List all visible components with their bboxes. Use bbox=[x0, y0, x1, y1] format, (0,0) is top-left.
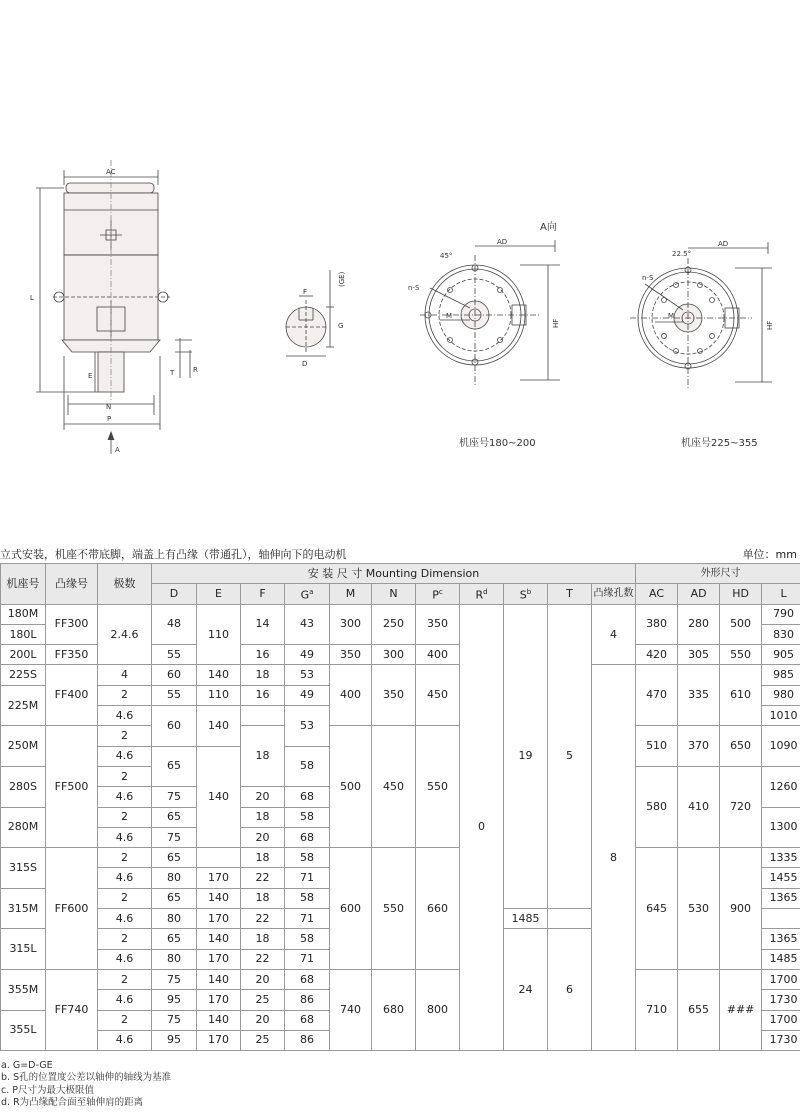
dim-l: L bbox=[30, 294, 34, 302]
cell: 53 bbox=[285, 665, 330, 685]
cell: 110 bbox=[197, 685, 241, 705]
cell: 2 bbox=[98, 766, 152, 786]
cell: 22 bbox=[241, 909, 285, 929]
cell: 550 bbox=[720, 645, 762, 665]
cell: 24 bbox=[504, 929, 548, 1051]
cell: 4.6 bbox=[98, 909, 152, 929]
cell: 280M bbox=[1, 807, 46, 848]
cell: 140 bbox=[197, 746, 241, 847]
cell: 355M bbox=[1, 969, 46, 1010]
cell: 740 bbox=[330, 969, 372, 1050]
cell: 18 bbox=[241, 929, 285, 949]
cell: 4.6 bbox=[98, 949, 152, 969]
cell: 68 bbox=[285, 1010, 330, 1030]
cell: 2 bbox=[98, 929, 152, 949]
dim-d: D bbox=[302, 360, 308, 368]
cell: 80 bbox=[152, 909, 197, 929]
cell: 500 bbox=[720, 604, 762, 645]
cell: 140 bbox=[197, 1010, 241, 1030]
cell: 110 bbox=[197, 604, 241, 665]
cell: 1700 bbox=[762, 1010, 800, 1030]
cell: 5 bbox=[548, 604, 592, 908]
cell: 8 bbox=[592, 665, 636, 1051]
cell: 2.4.6 bbox=[98, 604, 152, 665]
cell: 53 bbox=[285, 706, 330, 747]
table-row bbox=[1, 848, 800, 868]
cell bbox=[197, 848, 241, 868]
cell: 18 bbox=[241, 848, 285, 868]
col-poles: 极数 bbox=[98, 564, 152, 605]
cell: 65 bbox=[152, 848, 197, 868]
cell: 1365 bbox=[762, 888, 800, 908]
dim-e: E bbox=[88, 372, 93, 380]
col-ac: AC bbox=[636, 584, 678, 604]
header-row-1 bbox=[1, 564, 800, 584]
footnote-b: b. S孔的位置度公差以轴伸的轴线为基准 bbox=[1, 1072, 172, 1084]
cell: 800 bbox=[416, 969, 460, 1050]
cell: 43 bbox=[285, 604, 330, 645]
cell: 180M bbox=[1, 604, 46, 624]
cell: 20 bbox=[241, 827, 285, 847]
cell: 55 bbox=[152, 645, 197, 665]
dim-hf-small: HF bbox=[552, 318, 560, 328]
cell: 16 bbox=[241, 645, 285, 665]
cell: 14 bbox=[241, 604, 285, 645]
cell: 2 bbox=[98, 848, 152, 868]
cell: 225M bbox=[1, 685, 46, 726]
cell: 280 bbox=[678, 604, 720, 645]
cell: 170 bbox=[197, 909, 241, 929]
col-d: D bbox=[152, 584, 197, 604]
dim-m-small: M bbox=[446, 312, 453, 320]
table-row bbox=[1, 604, 800, 624]
cell: 1260 bbox=[762, 766, 800, 807]
cell: 350 bbox=[372, 665, 416, 726]
col-holes: 凸缘孔数 bbox=[592, 584, 636, 604]
cell: 830 bbox=[762, 624, 800, 644]
technical-drawings bbox=[0, 150, 800, 460]
cell: 140 bbox=[197, 665, 241, 685]
cell: FF600 bbox=[46, 848, 98, 970]
cell: 790 bbox=[762, 604, 800, 624]
footnote-c: c. P尺寸为最大极限值 bbox=[1, 1084, 94, 1096]
dim-m-large: M bbox=[668, 312, 675, 320]
view-arrow-a: A bbox=[115, 446, 120, 454]
table-row bbox=[1, 665, 800, 685]
cell: 75 bbox=[152, 969, 197, 989]
col-l: L bbox=[762, 584, 800, 604]
cell: 530 bbox=[678, 848, 720, 970]
cell: 4.6 bbox=[98, 868, 152, 888]
cell: 2 bbox=[98, 807, 152, 827]
cell bbox=[241, 706, 285, 726]
cell: 6 bbox=[548, 929, 592, 1051]
cell: 660 bbox=[416, 848, 460, 970]
cell: FF740 bbox=[46, 969, 98, 1050]
table-title: 立式安装，机座不带底脚，端盖上有凸缘（带通孔），轴伸向下的电动机 bbox=[0, 548, 347, 561]
shaft-section-drawing bbox=[286, 270, 334, 356]
cell: 450 bbox=[416, 665, 460, 726]
cell: 58 bbox=[285, 929, 330, 949]
holes-ns-small: n-S bbox=[408, 284, 420, 292]
cell: 80 bbox=[152, 949, 197, 969]
cell: 680 bbox=[372, 969, 416, 1050]
cell: 20 bbox=[241, 969, 285, 989]
angle-45: 45° bbox=[440, 252, 453, 260]
col-m: M bbox=[330, 584, 372, 604]
cell: 655 bbox=[678, 969, 720, 1050]
cell: 1010 bbox=[762, 706, 800, 726]
cell: 1090 bbox=[762, 726, 800, 767]
cell: 71 bbox=[285, 949, 330, 969]
col-group-mounting: 安 装 尺 寸 Mounting Dimension bbox=[152, 564, 636, 584]
col-flange: 凸缘号 bbox=[46, 564, 98, 605]
cell: 1730 bbox=[762, 1030, 800, 1050]
cell: 65 bbox=[152, 929, 197, 949]
cell: 355L bbox=[1, 1010, 46, 1051]
dim-p: P bbox=[107, 415, 112, 423]
cell: 1485 bbox=[762, 949, 800, 969]
cell: FF400 bbox=[46, 665, 98, 726]
cell: 2 bbox=[98, 888, 152, 908]
cell: 49 bbox=[285, 645, 330, 665]
cell: 450 bbox=[372, 726, 416, 848]
cell: 65 bbox=[152, 888, 197, 908]
cell: 140 bbox=[197, 888, 241, 908]
table-title-row bbox=[0, 546, 800, 562]
cell: 250M bbox=[1, 726, 46, 767]
cell: 48 bbox=[152, 604, 197, 645]
flange-view-large-drawing bbox=[630, 242, 772, 388]
cell: 170 bbox=[197, 868, 241, 888]
dim-t: T bbox=[170, 369, 175, 377]
cell: FF300 bbox=[46, 604, 98, 645]
cell: 25 bbox=[241, 1030, 285, 1050]
dim-ac: AC bbox=[106, 168, 116, 176]
cell: 315S bbox=[1, 848, 46, 889]
cell: 18 bbox=[241, 665, 285, 685]
cell: 20 bbox=[241, 787, 285, 807]
cell: 4.6 bbox=[98, 787, 152, 807]
cell: 4 bbox=[592, 604, 636, 665]
cell: 18 bbox=[241, 807, 285, 827]
cell: 510 bbox=[636, 726, 678, 767]
cell: 55 bbox=[152, 685, 197, 705]
cell: 71 bbox=[285, 909, 330, 929]
col-s: $S^b$ bbox=[504, 584, 548, 604]
cell: 68 bbox=[285, 969, 330, 989]
view-a-title: A向 bbox=[540, 222, 557, 233]
cell: 95 bbox=[152, 990, 197, 1010]
cell: 600 bbox=[330, 848, 372, 970]
cell: 18 bbox=[241, 726, 285, 787]
angle-22-5: 22.5° bbox=[672, 250, 692, 258]
table-row bbox=[1, 726, 800, 746]
cell: 22 bbox=[241, 949, 285, 969]
col-r: $R^d$ bbox=[460, 584, 504, 604]
cell: 720 bbox=[720, 766, 762, 847]
cell: 350 bbox=[416, 604, 460, 645]
cell: 75 bbox=[152, 787, 197, 807]
cell: 710 bbox=[636, 969, 678, 1050]
cell: 16 bbox=[241, 685, 285, 705]
cell: 1335 bbox=[762, 848, 800, 868]
cell: 470 bbox=[636, 665, 678, 726]
cell: 550 bbox=[416, 726, 460, 848]
cell: 1455 bbox=[762, 868, 800, 888]
cell: 400 bbox=[416, 645, 460, 665]
cell: 410 bbox=[678, 766, 720, 847]
cell: 4.6 bbox=[98, 706, 152, 726]
unit-label: 单位：mm bbox=[742, 548, 797, 561]
cell: 380 bbox=[636, 604, 678, 645]
cell: 315L bbox=[1, 929, 46, 970]
cell: 68 bbox=[285, 787, 330, 807]
cell: 400 bbox=[330, 665, 372, 726]
cell: 18 bbox=[241, 888, 285, 908]
cell: 580 bbox=[636, 766, 678, 847]
cell: 140 bbox=[197, 969, 241, 989]
cell: 1730 bbox=[762, 990, 800, 1010]
cell: 22 bbox=[241, 868, 285, 888]
cell: 4.6 bbox=[98, 990, 152, 1010]
cell: 650 bbox=[720, 726, 762, 767]
cell: 500 bbox=[330, 726, 372, 848]
cell: 250 bbox=[372, 604, 416, 645]
cell: 4.6 bbox=[98, 827, 152, 847]
cell: 68 bbox=[285, 827, 330, 847]
col-n: N bbox=[372, 584, 416, 604]
dim-ge: (GE) bbox=[338, 271, 346, 287]
cell: 170 bbox=[197, 990, 241, 1010]
cell: 58 bbox=[285, 807, 330, 827]
cell: 180L bbox=[1, 624, 46, 644]
table-row bbox=[1, 969, 800, 989]
col-frame: 机座号 bbox=[1, 564, 46, 605]
cell: 65 bbox=[152, 746, 197, 787]
col-group-outline: 外形尺寸 bbox=[636, 564, 800, 584]
cell: 200L bbox=[1, 645, 46, 665]
cell: 645 bbox=[636, 848, 678, 970]
cell: 1300 bbox=[762, 807, 800, 848]
cell: 58 bbox=[285, 888, 330, 908]
cell: 2 bbox=[98, 969, 152, 989]
caption-frame-180-200: 机座号180~200 bbox=[459, 438, 536, 449]
cell: 75 bbox=[152, 827, 197, 847]
cell: 170 bbox=[197, 1030, 241, 1050]
dim-g: G bbox=[338, 322, 344, 330]
col-g: $G^a$ bbox=[285, 584, 330, 604]
cell: 550 bbox=[372, 848, 416, 970]
cell: 25 bbox=[241, 990, 285, 1010]
footnote-a: a. G=D-GE bbox=[1, 1060, 53, 1071]
cell: 170 bbox=[197, 949, 241, 969]
cell: 95 bbox=[152, 1030, 197, 1050]
cell: 86 bbox=[285, 990, 330, 1010]
cell: 58 bbox=[285, 746, 330, 787]
cell: 20 bbox=[241, 1010, 285, 1030]
cell: 985 bbox=[762, 665, 800, 685]
cell: 65 bbox=[152, 807, 197, 827]
cell: 280S bbox=[1, 766, 46, 807]
dim-r: R bbox=[193, 366, 198, 374]
cell: 905 bbox=[762, 645, 800, 665]
cell: 0 bbox=[460, 604, 504, 1051]
cell: 300 bbox=[372, 645, 416, 665]
footnote-d: d. R为凸缘配合面至轴伸肩的距离 bbox=[1, 1097, 144, 1109]
cell: 2 bbox=[98, 1010, 152, 1030]
cell: 80 bbox=[152, 868, 197, 888]
dim-ad-small: AD bbox=[497, 238, 508, 246]
cell: 19 bbox=[504, 604, 548, 908]
cell: 1700 bbox=[762, 969, 800, 989]
cell: 4.6 bbox=[98, 1030, 152, 1050]
dim-n: N bbox=[106, 403, 112, 411]
cell: FF350 bbox=[46, 645, 98, 665]
dimension-table bbox=[0, 563, 800, 1051]
cell: FF500 bbox=[46, 726, 98, 848]
dim-f: F bbox=[303, 288, 308, 296]
dim-ad-large: AD bbox=[718, 240, 729, 248]
cell: 420 bbox=[636, 645, 678, 665]
cell: 610 bbox=[720, 665, 762, 726]
flange-view-large-labels bbox=[642, 240, 774, 330]
cell: 4 bbox=[98, 665, 152, 685]
cell: 71 bbox=[285, 868, 330, 888]
cell: 75 bbox=[152, 1010, 197, 1030]
cell: 2 bbox=[98, 685, 152, 705]
cell: 370 bbox=[678, 726, 720, 767]
cell: 140 bbox=[197, 706, 241, 747]
cell: 140 bbox=[197, 929, 241, 949]
col-e: E bbox=[197, 584, 241, 604]
col-hd: HD bbox=[720, 584, 762, 604]
col-p: $P^c$ bbox=[416, 584, 460, 604]
cell: 350 bbox=[330, 645, 372, 665]
cell: 980 bbox=[762, 685, 800, 705]
cell: 900 bbox=[720, 848, 762, 970]
cell: 1485 bbox=[504, 909, 548, 929]
cell: 60 bbox=[152, 665, 197, 685]
flange-view-small-drawing bbox=[420, 240, 560, 385]
cell: 49 bbox=[285, 685, 330, 705]
caption-frame-225-355: 机座号225~355 bbox=[681, 438, 758, 449]
cell: 300 bbox=[330, 604, 372, 645]
cell: 2 bbox=[98, 726, 152, 746]
cell: 1365 bbox=[762, 929, 800, 949]
col-t: T bbox=[548, 584, 592, 604]
cell: 4.6 bbox=[98, 746, 152, 766]
cell: 225S bbox=[1, 665, 46, 685]
holes-ns-large: n-S bbox=[642, 274, 654, 282]
cell: ### bbox=[720, 969, 762, 1050]
dim-hf-large: HF bbox=[766, 320, 774, 330]
cell: 335 bbox=[678, 665, 720, 726]
col-ad: AD bbox=[678, 584, 720, 604]
cell: 315M bbox=[1, 888, 46, 929]
cell: 305 bbox=[678, 645, 720, 665]
footnotes bbox=[1, 1060, 171, 1110]
cell: 60 bbox=[152, 706, 197, 747]
col-f: F bbox=[241, 584, 285, 604]
side-view-drawing bbox=[36, 160, 192, 454]
cell: 86 bbox=[285, 1030, 330, 1050]
cell: 58 bbox=[285, 848, 330, 868]
